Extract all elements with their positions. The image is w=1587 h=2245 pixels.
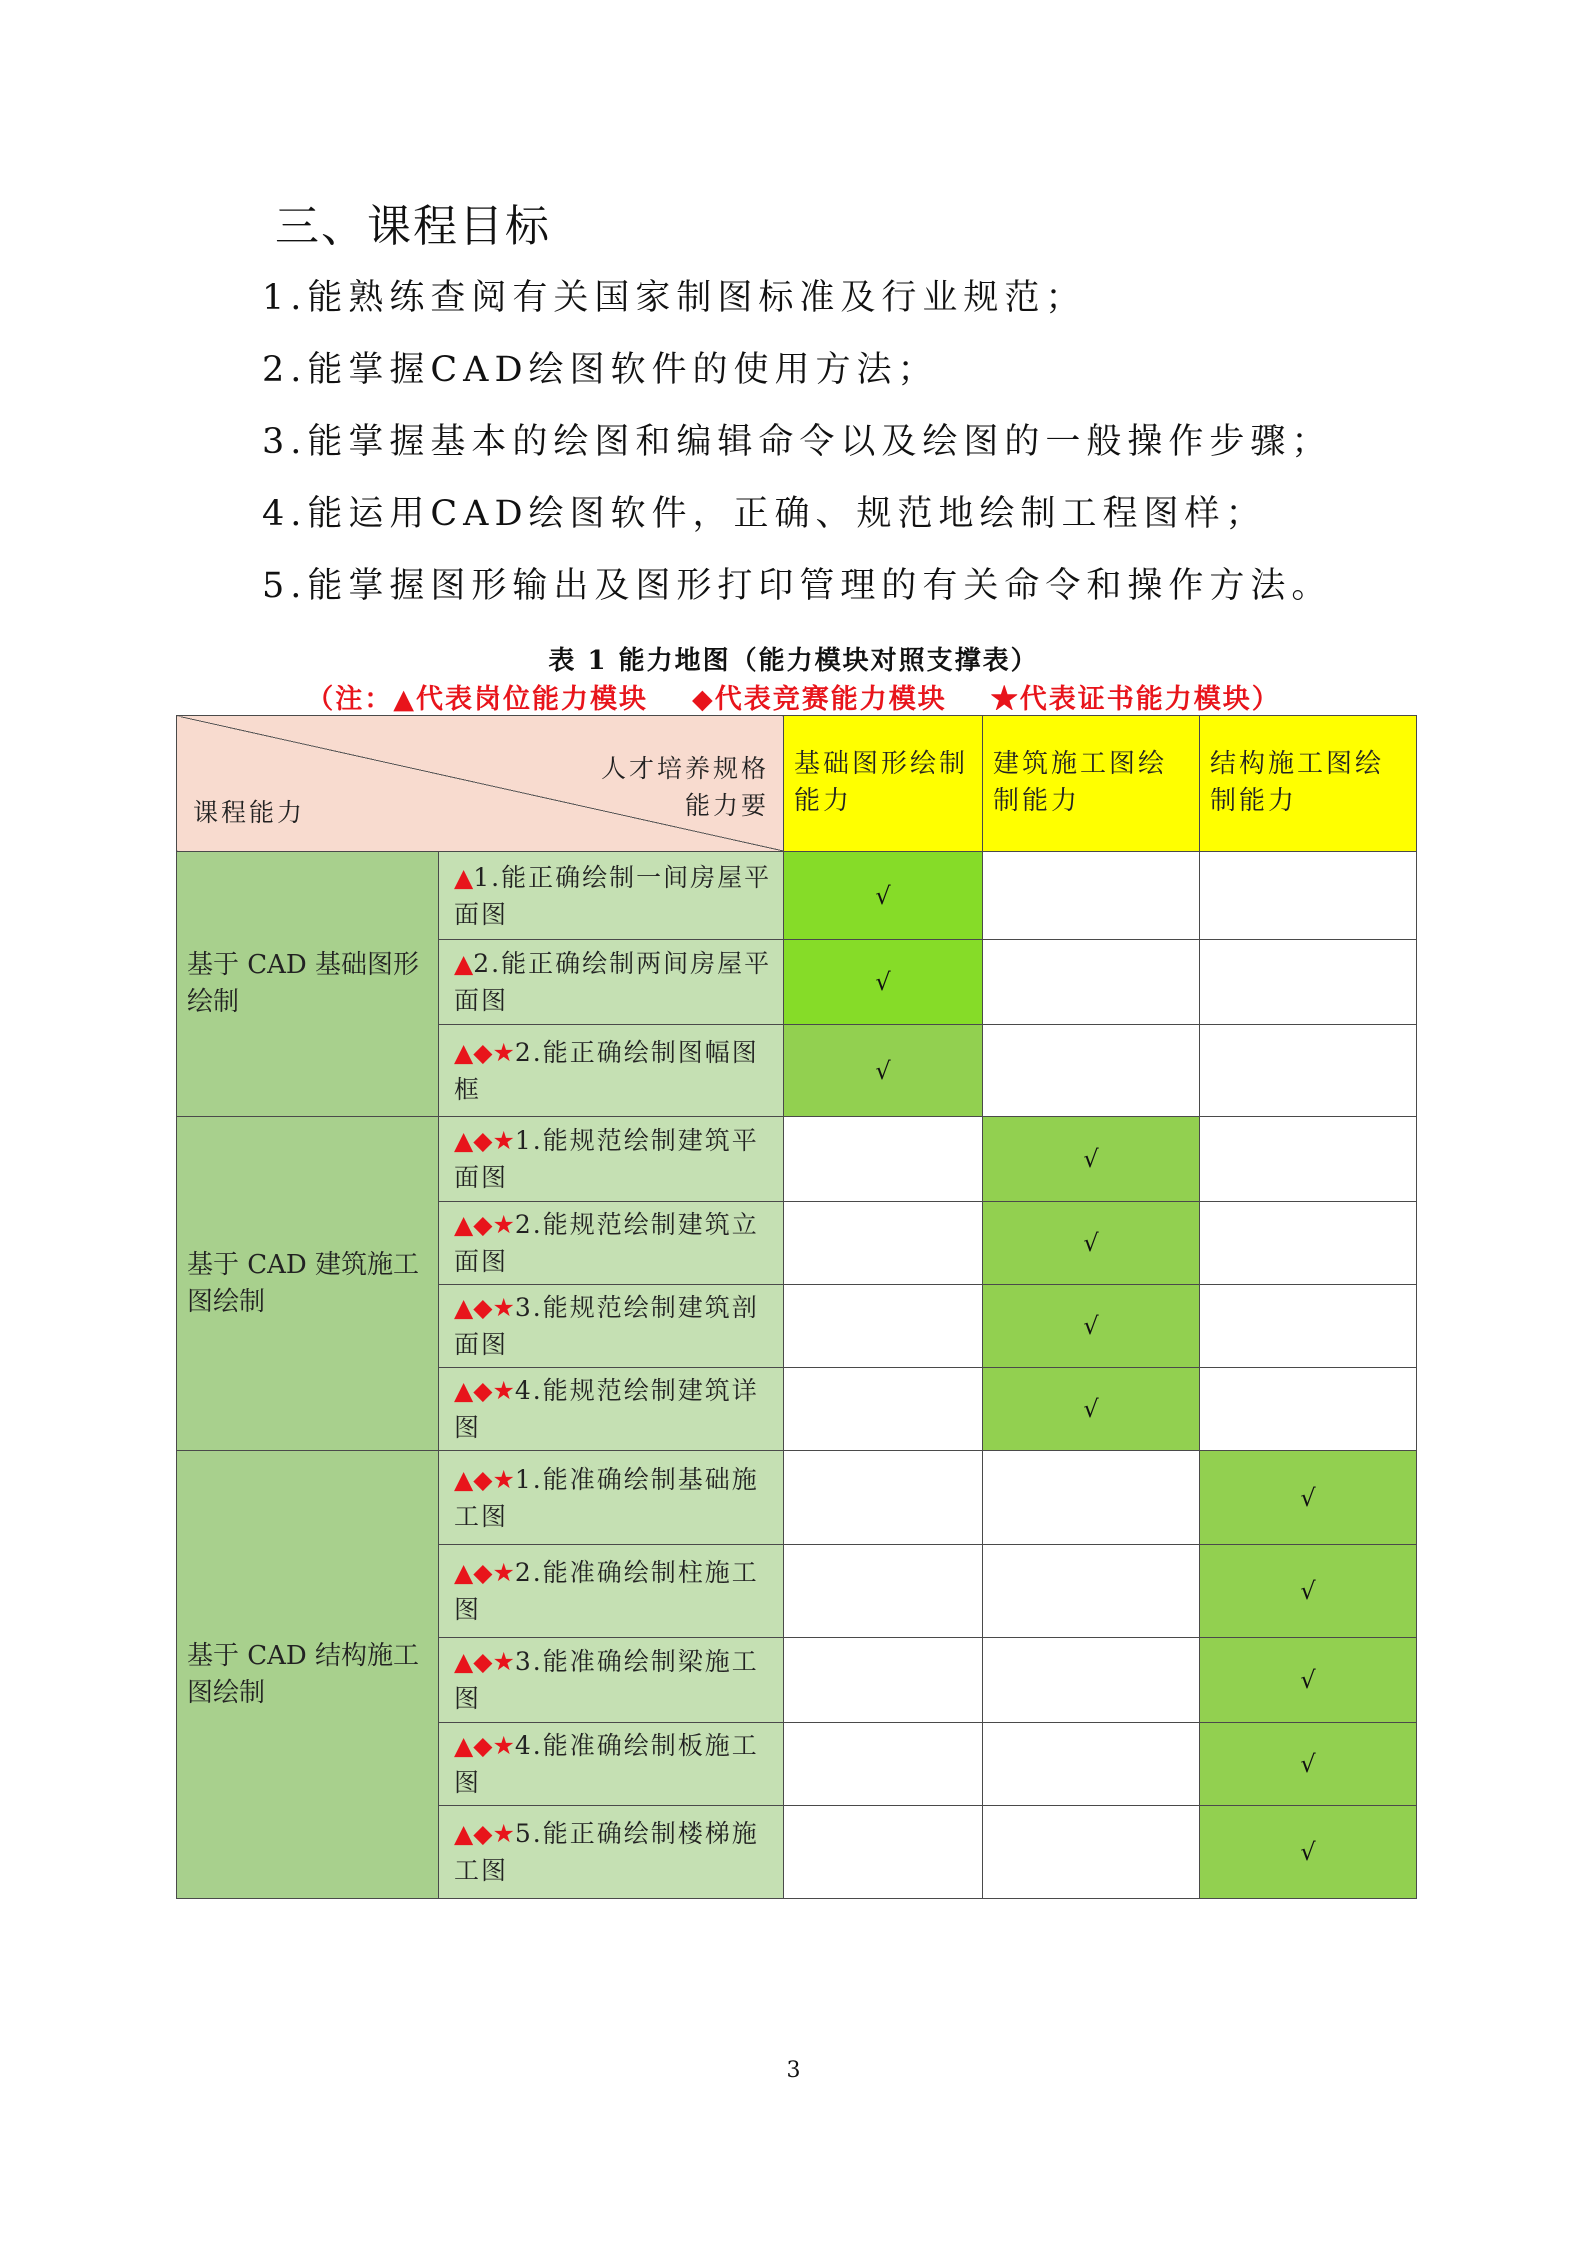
ability-item-cell bbox=[439, 1285, 784, 1368]
check-mark: √ bbox=[1300, 1750, 1316, 1778]
ability-item-text: 2.能规范绘制建筑立面图 bbox=[454, 1210, 759, 1276]
empty-cell bbox=[1200, 1202, 1417, 1285]
empty-cell bbox=[784, 1723, 983, 1806]
diag-top-label bbox=[601, 750, 769, 824]
table-row bbox=[177, 1117, 1417, 1202]
column-header: 基础图形绘制能力 bbox=[784, 716, 983, 852]
module-symbols: ▲◆★ bbox=[454, 1376, 515, 1405]
ability-item-text: 3.能规范绘制建筑剖面图 bbox=[454, 1293, 759, 1359]
check-mark: √ bbox=[1083, 1395, 1099, 1423]
module-symbols: ▲ bbox=[454, 862, 474, 892]
diag-top-line2: 能力要 bbox=[684, 791, 769, 820]
check-mark: √ bbox=[1300, 1483, 1316, 1512]
ability-item-cell bbox=[439, 852, 784, 940]
check-mark: √ bbox=[1083, 1312, 1099, 1340]
ability-item-cell bbox=[439, 1368, 784, 1451]
ability-item-text: 2.能正确绘制图幅图框 bbox=[454, 1037, 759, 1104]
module-symbols: ▲◆★ bbox=[454, 1464, 515, 1494]
table-row bbox=[177, 852, 1417, 940]
note-post: ▲代表岗位能力模块 bbox=[393, 684, 648, 715]
check-cell bbox=[983, 1202, 1200, 1285]
check-mark: √ bbox=[1300, 1577, 1316, 1605]
ability-item-text: 4.能准确绘制板施工图 bbox=[454, 1731, 759, 1797]
check-mark: √ bbox=[875, 881, 891, 910]
empty-cell bbox=[983, 1451, 1200, 1545]
empty-cell bbox=[784, 1285, 983, 1368]
ability-item-cell bbox=[439, 1545, 784, 1638]
empty-cell bbox=[1200, 1025, 1417, 1117]
module-symbols: ▲◆★ bbox=[454, 1037, 515, 1067]
group-name-cell: 基于 CAD 结构施工图绘制 bbox=[177, 1451, 439, 1899]
table-header-row bbox=[177, 716, 1417, 852]
ability-item-text: 1.能准确绘制基础施工图 bbox=[454, 1464, 759, 1531]
goal-item: 4.能运用CAD绘图软件，正确、规范地绘制工程图样； bbox=[262, 494, 1267, 534]
goal-item: 5.能掌握图形输出及图形打印管理的有关命令和操作方法。 bbox=[262, 566, 1333, 606]
goal-item: 1.能熟练查阅有关国家制图标准及行业规范； bbox=[262, 278, 1087, 318]
diag-top-line1: 人才培养规格 bbox=[600, 754, 769, 783]
module-symbols: ▲◆★ bbox=[454, 1558, 515, 1587]
ability-item-text: 2.能正确绘制两间房屋平面图 bbox=[454, 949, 772, 1015]
check-cell bbox=[983, 1117, 1200, 1202]
empty-cell bbox=[983, 940, 1200, 1025]
empty-cell bbox=[1200, 1285, 1417, 1368]
page-number: 3 bbox=[786, 2058, 801, 2083]
module-symbols: ▲◆★ bbox=[454, 1293, 515, 1322]
empty-cell bbox=[784, 1202, 983, 1285]
ability-item-cell bbox=[439, 1806, 784, 1899]
ability-item-text: 3.能准确绘制梁施工图 bbox=[454, 1647, 759, 1713]
ability-item-cell bbox=[439, 1025, 784, 1117]
check-mark: √ bbox=[1300, 1666, 1316, 1694]
check-cell bbox=[784, 940, 983, 1025]
note-open: （注： bbox=[306, 684, 394, 715]
empty-cell bbox=[784, 1806, 983, 1899]
ability-item-text: 5.能正确绘制楼梯施工图 bbox=[454, 1819, 759, 1885]
diag-bottom-label: 课程能力 bbox=[193, 798, 306, 827]
check-cell bbox=[1200, 1806, 1417, 1899]
section-heading: 三、课程目标 bbox=[275, 201, 551, 252]
table-legend-note bbox=[0, 677, 1587, 716]
module-symbols: ▲◆★ bbox=[454, 1731, 515, 1760]
check-mark: √ bbox=[1300, 1838, 1316, 1866]
empty-cell bbox=[983, 1545, 1200, 1638]
group-name-cell: 基于 CAD 基础图形绘制 bbox=[177, 852, 439, 1117]
module-symbols: ▲◆★ bbox=[454, 1647, 515, 1676]
empty-cell bbox=[784, 1368, 983, 1451]
group-name-cell: 基于 CAD 建筑施工图绘制 bbox=[177, 1117, 439, 1451]
check-mark: √ bbox=[875, 1056, 891, 1085]
table-caption: 表 1 能力地图（能力模块对照支撑表） bbox=[548, 646, 1039, 676]
note-close: ） bbox=[1251, 684, 1281, 715]
empty-cell bbox=[784, 1451, 983, 1545]
empty-cell bbox=[983, 1806, 1200, 1899]
empty-cell bbox=[983, 852, 1200, 940]
empty-cell bbox=[1200, 1368, 1417, 1451]
goal-item: 2.能掌握CAD绘图软件的使用方法； bbox=[262, 350, 939, 390]
empty-cell bbox=[1200, 1117, 1417, 1202]
goal-list bbox=[262, 268, 1332, 628]
note-cert: ★代表证书能力模块 bbox=[990, 684, 1252, 715]
ability-item-cell bbox=[439, 1451, 784, 1545]
table-row bbox=[177, 1451, 1417, 1545]
empty-cell bbox=[983, 1638, 1200, 1723]
check-mark: √ bbox=[1083, 1145, 1099, 1173]
empty-cell bbox=[983, 1025, 1200, 1117]
column-header: 结构施工图绘制能力 bbox=[1200, 716, 1417, 852]
column-header: 建筑施工图绘制能力 bbox=[983, 716, 1200, 852]
check-cell bbox=[1200, 1723, 1417, 1806]
ability-item-text: 1.能规范绘制建筑平面图 bbox=[454, 1126, 759, 1192]
ability-item-cell bbox=[439, 940, 784, 1025]
check-mark: √ bbox=[875, 968, 891, 996]
module-symbols: ▲◆★ bbox=[454, 1126, 515, 1155]
empty-cell bbox=[1200, 940, 1417, 1025]
empty-cell bbox=[784, 1117, 983, 1202]
diagonal-header-cell bbox=[177, 716, 784, 852]
goal-item: 3.能掌握基本的绘图和编辑命令以及绘图的一般操作步骤； bbox=[262, 422, 1333, 462]
check-cell bbox=[1200, 1638, 1417, 1723]
module-symbols: ▲◆★ bbox=[454, 1819, 515, 1848]
ability-item-cell bbox=[439, 1202, 784, 1285]
empty-cell bbox=[1200, 852, 1417, 940]
check-cell bbox=[983, 1368, 1200, 1451]
module-symbols: ▲ bbox=[454, 949, 474, 978]
check-cell bbox=[1200, 1545, 1417, 1638]
ability-item-cell bbox=[439, 1638, 784, 1723]
check-mark: √ bbox=[1083, 1229, 1099, 1257]
empty-cell bbox=[784, 1638, 983, 1723]
check-cell bbox=[784, 852, 983, 940]
module-symbols: ▲◆★ bbox=[454, 1210, 515, 1239]
note-contest: ◆代表竞赛能力模块 bbox=[692, 684, 947, 715]
check-cell bbox=[784, 1025, 983, 1117]
empty-cell bbox=[983, 1723, 1200, 1806]
empty-cell bbox=[784, 1545, 983, 1638]
check-cell bbox=[983, 1285, 1200, 1368]
ability-item-cell bbox=[439, 1117, 784, 1202]
ability-item-cell bbox=[439, 1723, 784, 1806]
ability-item-text: 2.能准确绘制柱施工图 bbox=[454, 1558, 759, 1624]
check-cell bbox=[1200, 1451, 1417, 1545]
ability-item-text: 1.能正确绘制一间房屋平面图 bbox=[454, 862, 772, 929]
ability-item-text: 4.能规范绘制建筑详图 bbox=[454, 1376, 759, 1442]
ability-map-table bbox=[176, 715, 1417, 1899]
